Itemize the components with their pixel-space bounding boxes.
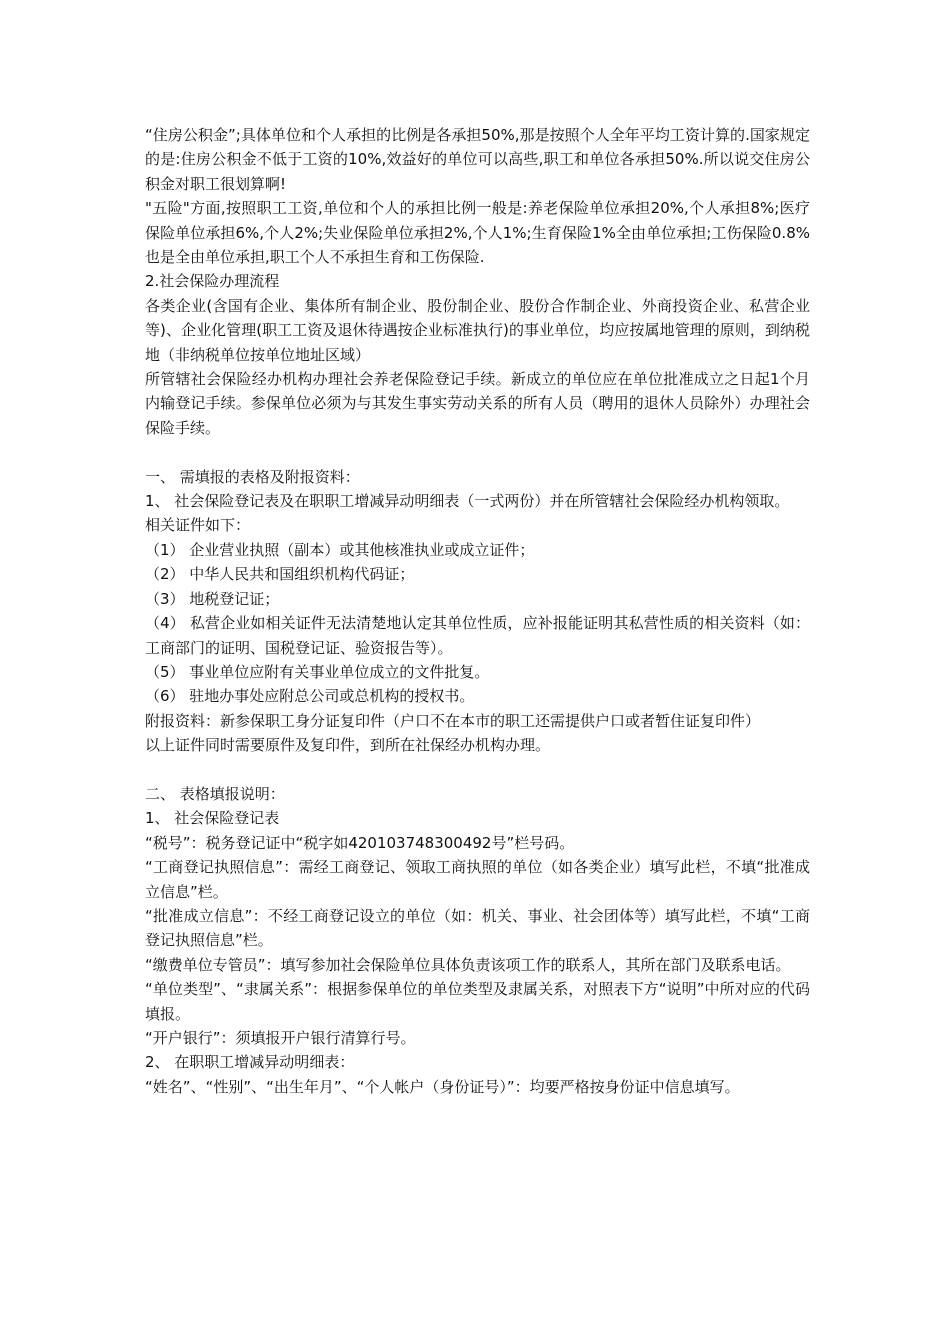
list-item-registration-form: 1、 社会保险登记表 xyxy=(145,809,280,828)
heading-section-one: 一、 需填报的表格及附报资料： xyxy=(145,467,360,486)
paragraph-originals-note: 以上证件同时需要原件及复印件，到所在社保经办机构办理。 xyxy=(145,736,551,755)
paragraph-five-insurances: "五险"方面,按照职工工资,单位和个人的承担比例一般是:养老保险单位承担20%,个人承担8%;医疗保险单位承担6%,个人2%;失业保险单位承担2%,个人1%;生育保险1%全由单位承担;工伤保险0.8%也是全由单位承担,职工个人不承担生育和工伤保险. xyxy=(145,199,810,267)
paragraph-housing-fund: “住房公积金”;具体单位和个人承担的比例是各承担50%,那是按照个人全年平均工资计算的.国家规定的是:住房公积金不低于工资的10%,效益好的单位可以高些,职工和单位各承担50%.所以说交住房公积金对职工很划算啊! xyxy=(145,126,810,193)
certificate-item-2: （2） 中华人民共和国组织机构代码证； xyxy=(145,565,415,584)
paragraph-bank: “开户银行”：须填报开户银行清算行号。 xyxy=(145,1029,416,1047)
certificate-item-5: （5） 事业单位应附有关事业单位成立的文件批复。 xyxy=(145,662,490,681)
certificate-item-6: （6） 驻地办事处应附总公司或总机构的授权书。 xyxy=(145,687,475,706)
paragraph-personal-info: “姓名”、“性别”、“出生年月”、“个人帐户（身份证号）”：均要严格按身份证中信息填写。 xyxy=(145,1077,740,1096)
certificate-item-3: （3） 地税登记证； xyxy=(145,589,280,608)
certificate-item-4: （4） 私营企业如相关证件无法清楚地认定其单位性质，应补报能证明其私营性质的相关资料（如：工商部门的证明、国税登记证、验资报告等）。 xyxy=(145,614,810,657)
blank-line xyxy=(145,440,810,464)
paragraph-registration: 所管辖社会保险经办机构办理社会养老保险登记手续。新成立的单位应在单位批准成立之日起1个月内输登记手续。参保单位必须为与其发生事实劳动关系的所有人员（聘用的退休人员除外）办理社会保险手续。 xyxy=(145,370,810,437)
paragraph-unit-type: “单位类型”、“隶属关系”：根据参保单位的单位类型及隶属关系，对照表下方“说明”中所对应的代码填报。 xyxy=(145,980,810,1023)
document-body xyxy=(145,123,810,1099)
paragraph-attached-materials: 附报资料：新参保职工身分证复印件（户口不在本市的职工还需提供户口或者暂住证复印件） xyxy=(145,711,761,730)
list-item-employee-changes: 2、 在职职工增减异动明细表： xyxy=(145,1053,355,1072)
heading-social-insurance-process: 2.社会保险办理流程 xyxy=(145,272,280,291)
paragraph-approval-info: “批准成立信息”：不经工商登记设立的单位（如：机关、事业、社会团体等）填写此栏，不填“工商登记执照信息”栏。 xyxy=(145,906,810,950)
paragraph-contact-person: “缴费单位专管员”：填写参加社会保险单位具体负责该项工作的联系人，其所在部门及联系电话。 xyxy=(145,955,791,974)
certificate-item-1: （1） 企业营业执照（副本）或其他核准执业或成立证件； xyxy=(145,540,535,559)
paragraph-business-license-info: “工商登记执照信息”：需经工商登记、领取工商执照的单位（如各类企业）填写此栏，不填“批准成立信息”栏。 xyxy=(145,858,810,901)
blank-line xyxy=(145,758,810,782)
paragraph-enterprise-types: 各类企业(含国有企业、集体所有制企业、股份制企业、股份合作制企业、外商投资企业、私营企业等)、企业化管理(职工工资及退休待遇按企业标准执行)的事业单位，均应按属地管理的原则，到纳税地（非纳税单位按单位地址区域） xyxy=(145,296,810,364)
paragraph-related-certificates: 相关证件如下： xyxy=(145,516,251,535)
heading-section-two: 二、 表格填报说明： xyxy=(145,784,285,803)
list-item-1: 1、 社会保险登记表及在职职工增减异动明细表（一式两份）并在所管辖社会保险经办机构领取。 xyxy=(145,492,790,511)
paragraph-tax-number: “税号”：税务登记证中“税字如420103748300492号”栏号码。 xyxy=(145,833,575,852)
